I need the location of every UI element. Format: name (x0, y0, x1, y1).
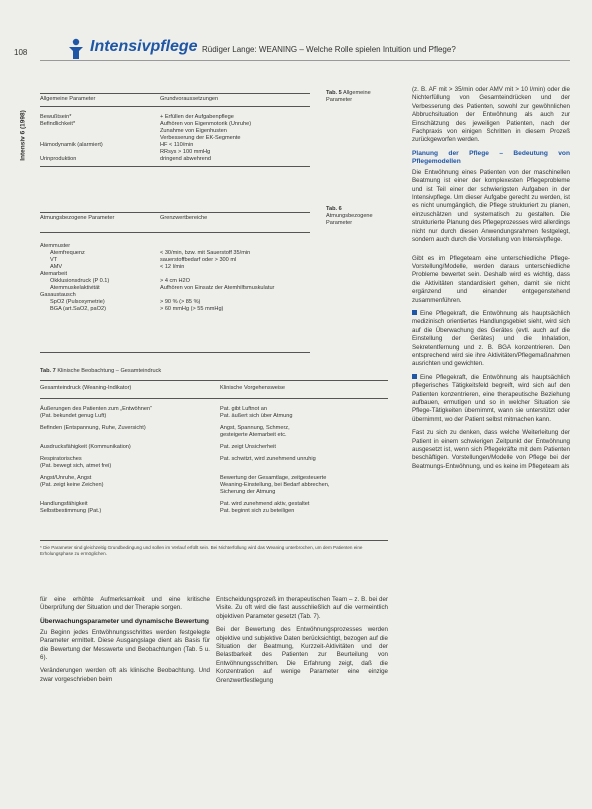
cell: Weaning-Einstellung, bei Bedarf abbrechen, (220, 482, 330, 488)
cell: Sicherung der Atmung (220, 489, 276, 495)
cell: Pat. wird zunehmend aktiv, gestaltet (220, 501, 310, 507)
cell: VT (50, 257, 58, 263)
table6-col1-header: Atmungsbezogene Parameter (40, 215, 115, 221)
cell: gesteigerte Atemarbeit etc. (220, 432, 287, 438)
table-row (40, 121, 310, 128)
table5-head-rule (40, 106, 310, 107)
table7 (40, 385, 388, 392)
paragraph (412, 374, 570, 424)
table-row (40, 406, 388, 413)
table5-caption (326, 90, 386, 104)
table-row (40, 149, 310, 156)
cell: Okklusionsdruck (P 0.1) (50, 278, 110, 284)
cell: Atemmuster (40, 243, 71, 249)
table7-footnote: * Die Parameter sind gleichzeitig Grundbedingung und sollen im Verlauf erfüllt sein. Bei Nichterfüllung wird das Weaning unterbrochen, um dem Patienten eine Erholungsphase zu ermöglichen. (40, 545, 363, 556)
right-column (412, 86, 570, 476)
paragraph: für eine erhöhte Aufmerksamkeit und eine kritische Überprüfung der Situation und der Therapie sorgen. (40, 596, 210, 612)
table-row (40, 508, 388, 515)
section-heading: Überwachungsparameter und dynamische Bewertung (40, 617, 209, 625)
side-label-text: Intensiv 6 (1998) (19, 110, 27, 161)
cell: Befinden (Entspannung, Ruhe, Zuversicht) (40, 425, 146, 431)
cell: < 30/min, bzw. mit Sauerstoff 35/min (160, 250, 251, 256)
table5-top-rule (40, 93, 310, 94)
bullet-square-icon (412, 374, 417, 379)
table-row (40, 114, 310, 121)
table7-top-rule (40, 380, 388, 381)
bullet-square-icon (412, 310, 417, 315)
table-row (40, 444, 388, 451)
cell: SpO2 (Pulsoxymetrie) (50, 299, 105, 305)
table5-bottom-rule (40, 166, 310, 167)
cell: Äußerungen des Patienten zum „Entwöhnen“ (40, 406, 152, 412)
paragraph-text: Eine Pflegekraft, die Entwöhnung als hauptsächlich medizinisch orientiertes Handlungsgebiet sieht, wird sich auf die Überwachung des Gerätes (evtl. auch auf die Einstellung der Gerätes) und die Inhalation, Sekretentfernung und z. B. BGA konzentrieren. Den entsprechend wird sie ihre Aktivitäten/Pflegemaßnahmen ausrichten und gewichten. (412, 309, 570, 368)
table7-col2-header: Klinische Vorgehensweise (220, 385, 285, 391)
table-row (40, 250, 310, 257)
paragraph: Entscheidungsprozeß im therapeutischen Team – z. B. bei der Visite. Zu oft wird die fast ausschließlich auf die vermeintlich objektiven Parameter gesetzt (Tab. 7). (216, 596, 388, 620)
bottom-middle-column (216, 596, 388, 690)
table7-caption-text: Klinische Beobachtung – Gesamteindruck (57, 368, 162, 374)
table-row (40, 257, 310, 264)
table-row (40, 475, 388, 482)
table6-caption-label: Tab. 6 (326, 206, 342, 212)
table-row (40, 243, 310, 250)
paragraph: (z. B. AF mit > 35/min oder AMV mit > 10 l/min) oder die Nichterfüllung von Gesamteindrücken und der Verbesserung des Patienten, sowohl zur gewöhnlichen Abbruchsituation der Entwöhnung als auch zur Einschätzung des jeweiligen Patienten, nach der Fachpraxis von einigen Schritten in diesem Prozeß zurückgeworfen werden. (412, 86, 570, 144)
cell: BGA (art.SaO2, paO2) (50, 306, 106, 312)
cell: AMV (50, 264, 63, 270)
table7-col1-header: Gesamteindruck (Weaning-Indikator) (40, 385, 132, 391)
page-number: 108 (14, 48, 28, 57)
table-row (40, 463, 388, 470)
table-row (40, 432, 388, 439)
paragraph-text: Eine Pflegekraft, die Entwöhnung als hauptsächlich pflegerisches Tätigkeitsfeld begreift, wird sich auf den Patienten konzentrieren, eine therapeutische Beziehung aufbauen, ermutigen und so in welcher Situation sie Pflege-Tätigkeiten übernimmt, wann sie unterstützt oder übernimmt, wo der Patient selbst mitmachen kann. (412, 373, 570, 423)
table-row (40, 306, 310, 313)
table-row (40, 135, 310, 142)
table6-top-rule (40, 212, 310, 213)
cell: HF < 110/min (160, 142, 194, 148)
cell: Ausdrucksfähigkeit (Kommunikation) (40, 444, 131, 450)
table7-body (40, 406, 388, 515)
cell: (Pat. bewegt sich, atmet frei) (40, 463, 112, 469)
paragraph: Zu Beginn jedes Entwöhnungsschrittes werden festgelegte Parameter ermittelt. Diese Ausgangslage dient als Basis für die Bewertung der Messwerte und Beobachtungen (Tab. 5 u. 6). (40, 628, 210, 662)
table6-col2-header: Grenzwertbereiche (160, 215, 208, 221)
table-row (40, 156, 310, 163)
table-row (40, 278, 310, 285)
bottom-left-column (40, 596, 210, 689)
paragraph: Veränderungen werden oft als klinische Beobachtung. Und zwar vorgeschrieben beim (40, 667, 210, 683)
table7-caption (40, 368, 340, 375)
cell: Hämodynamik (alarmiert) (40, 142, 103, 148)
table6-bottom-rule (40, 352, 310, 353)
table-row (40, 264, 310, 271)
table-row (40, 292, 310, 299)
cell: Atemmuskelaktivität (50, 285, 100, 291)
paragraph (412, 310, 570, 369)
cell: Selbstbestimmung (Pat.) (40, 508, 102, 514)
table7-header-row (40, 385, 388, 392)
table-row (40, 482, 388, 489)
cell: > 60 mmHg (> 55 mmHg) (160, 306, 224, 312)
table5 (40, 96, 310, 103)
table-row (40, 142, 310, 149)
cell: (Pat. bekundet genug Luft) (40, 413, 107, 419)
cell: Pat. schwitzt, wird zunehmend unruhig (220, 456, 316, 462)
table6-caption (326, 206, 386, 227)
cell: sauerstoffbedarf oder > 300 ml (160, 257, 237, 263)
cell: Bewußtsein* (40, 114, 72, 120)
table6-head-rule (40, 232, 310, 233)
table-row (40, 489, 388, 496)
cell: Aufhören von Eigenmotorik (Unruhe) (160, 121, 252, 127)
cell: Zunahme von Eigenhusten (160, 128, 227, 134)
journal-title: Intensivpflege (90, 38, 198, 55)
table6-caption-text: Atmungsbezogene Parameter (326, 213, 373, 226)
side-label (18, 92, 28, 182)
cell: Verbesserung der EK-Segmente (160, 135, 241, 141)
table-row (40, 271, 310, 278)
table5-body (40, 114, 310, 163)
table-row (40, 456, 388, 463)
paragraph: Gibt es im Pflegeteam eine unterschiedliche Pflege-Vorstellung/Modelle, werden daraus unterschiedliche Probleme bewertet sein. Deshalb wird es wichtig, dass die Aktivitäten standardisiert gehen, damit sie nicht ergänzend und einander entgegenstehend zusammenführen. (412, 254, 570, 304)
table5-col1-header: Allgemeine Parameter (40, 96, 96, 102)
cell: Atemfrequenz (50, 250, 85, 256)
table5-col2-header: Grundvoraussetzungen (160, 96, 219, 102)
cell: > 90 % (> 85 %) (160, 299, 201, 305)
cell: Pat. äußert sich über Atmung (220, 413, 293, 419)
table-row (40, 285, 310, 292)
table5-caption-text: Allgemeine Parameter (326, 90, 371, 103)
table6 (40, 215, 310, 222)
cell: Urinproduktion (40, 156, 77, 162)
cell: Handlungsfähigkeit (40, 501, 88, 507)
cell: Befindlichkeit* (40, 121, 76, 127)
paragraph: Die Entwöhnung eines Patienten von der maschinellen Beatmung ist einer der komplexesten Pflegeprobleme und ist Teil einer der schwierigsten Aufgaben in der Intensivpflege. Um dieser Aufgabe gerecht zu werden, ist es nicht unumgänglich, die Pflege strukturiert zu planen, einzuschätzen und systematisch zu gestalten. Die strukturierte Planung des Pflegeprozesses wird allerdings nicht nur durch diesen Anwendungsrahmen festgelegt, sondern auch durch die Vorstellung von Intensivpflege. (412, 168, 570, 244)
table-row (40, 299, 310, 306)
header-rule (40, 60, 570, 61)
cell: Pat. zeigt Unsicherheit (220, 444, 276, 450)
cell: Respiratorisches (40, 456, 82, 462)
paragraph: Bei der Bewertung des Entwöhnungsprozesses werden objektive und subjektive Daten berücksichtigt, bezogen auf die Situation der Beatmung, Kurzzeit-Aktivitäten und der Belastbarkeit des Patienten zur Beurteilung von Entwöhnungsschritten. Die Erfahrung zeigt, daß die Konzentration auf wenige Parameter eine einzige Grenzwertfestlegung (216, 626, 388, 684)
table6-body (40, 243, 310, 313)
cell: Pat. gibt Luftnot an (220, 406, 267, 412)
paragraph: Fast zu sich zu denken, dass welche Weiterleitung der Patient in einem schwierigen Zeitpunkt der Entwöhnung ausgesetzt ist, wenn sich Pflegekräfte mit dem Patienten beschäftigen. Vorstellungen/Modelle von Pflege bei der Beatmungs-Entwöhnung, und es keine im Pflegeteam als (412, 429, 570, 470)
cell: Gasaustausch (40, 292, 76, 298)
table7-caption-label: Tab. 7 (40, 368, 56, 374)
cell: Pat. beginnt sich zu beteiligen (220, 508, 295, 514)
table7-head-rule (40, 398, 388, 399)
cell: Angst/Unruhe, Angst (40, 475, 92, 481)
section-heading: Planung der Pflege – Bedeutung von Pflegemodellen (412, 149, 570, 165)
cell: RRsys > 100 mmHg (160, 149, 211, 155)
cell: Angst, Spannung, Schmerz, (220, 425, 290, 431)
table5-caption-label: Tab. 5 (326, 90, 342, 96)
table6-header-row (40, 215, 310, 222)
table-row (40, 501, 388, 508)
cell: Aufhören von Einsatz der Atemhilfsmuskulatur (160, 285, 275, 291)
cell: > 4 cm H2O (160, 278, 190, 284)
table-row (40, 425, 388, 432)
article-subtitle: Rüdiger Lange: WEANING – Welche Rolle spielen Intuition und Pflege? (202, 45, 456, 54)
cell: Bewertung der Gesamtlage, zeitgesteuerte (220, 475, 327, 481)
cell: dringend abwehrend (160, 156, 212, 162)
table5-header-row (40, 96, 310, 103)
cell: < 12 l/min (160, 264, 185, 270)
cell: (Pat. zeigt keine Zeichen) (40, 482, 104, 488)
cell: + Erfüllen der Aufgabenpflege (160, 114, 234, 120)
table-row (40, 413, 388, 420)
table7-bottom-rule (40, 540, 388, 541)
cell: Atemarbeit (40, 271, 68, 277)
table-row (40, 128, 310, 135)
